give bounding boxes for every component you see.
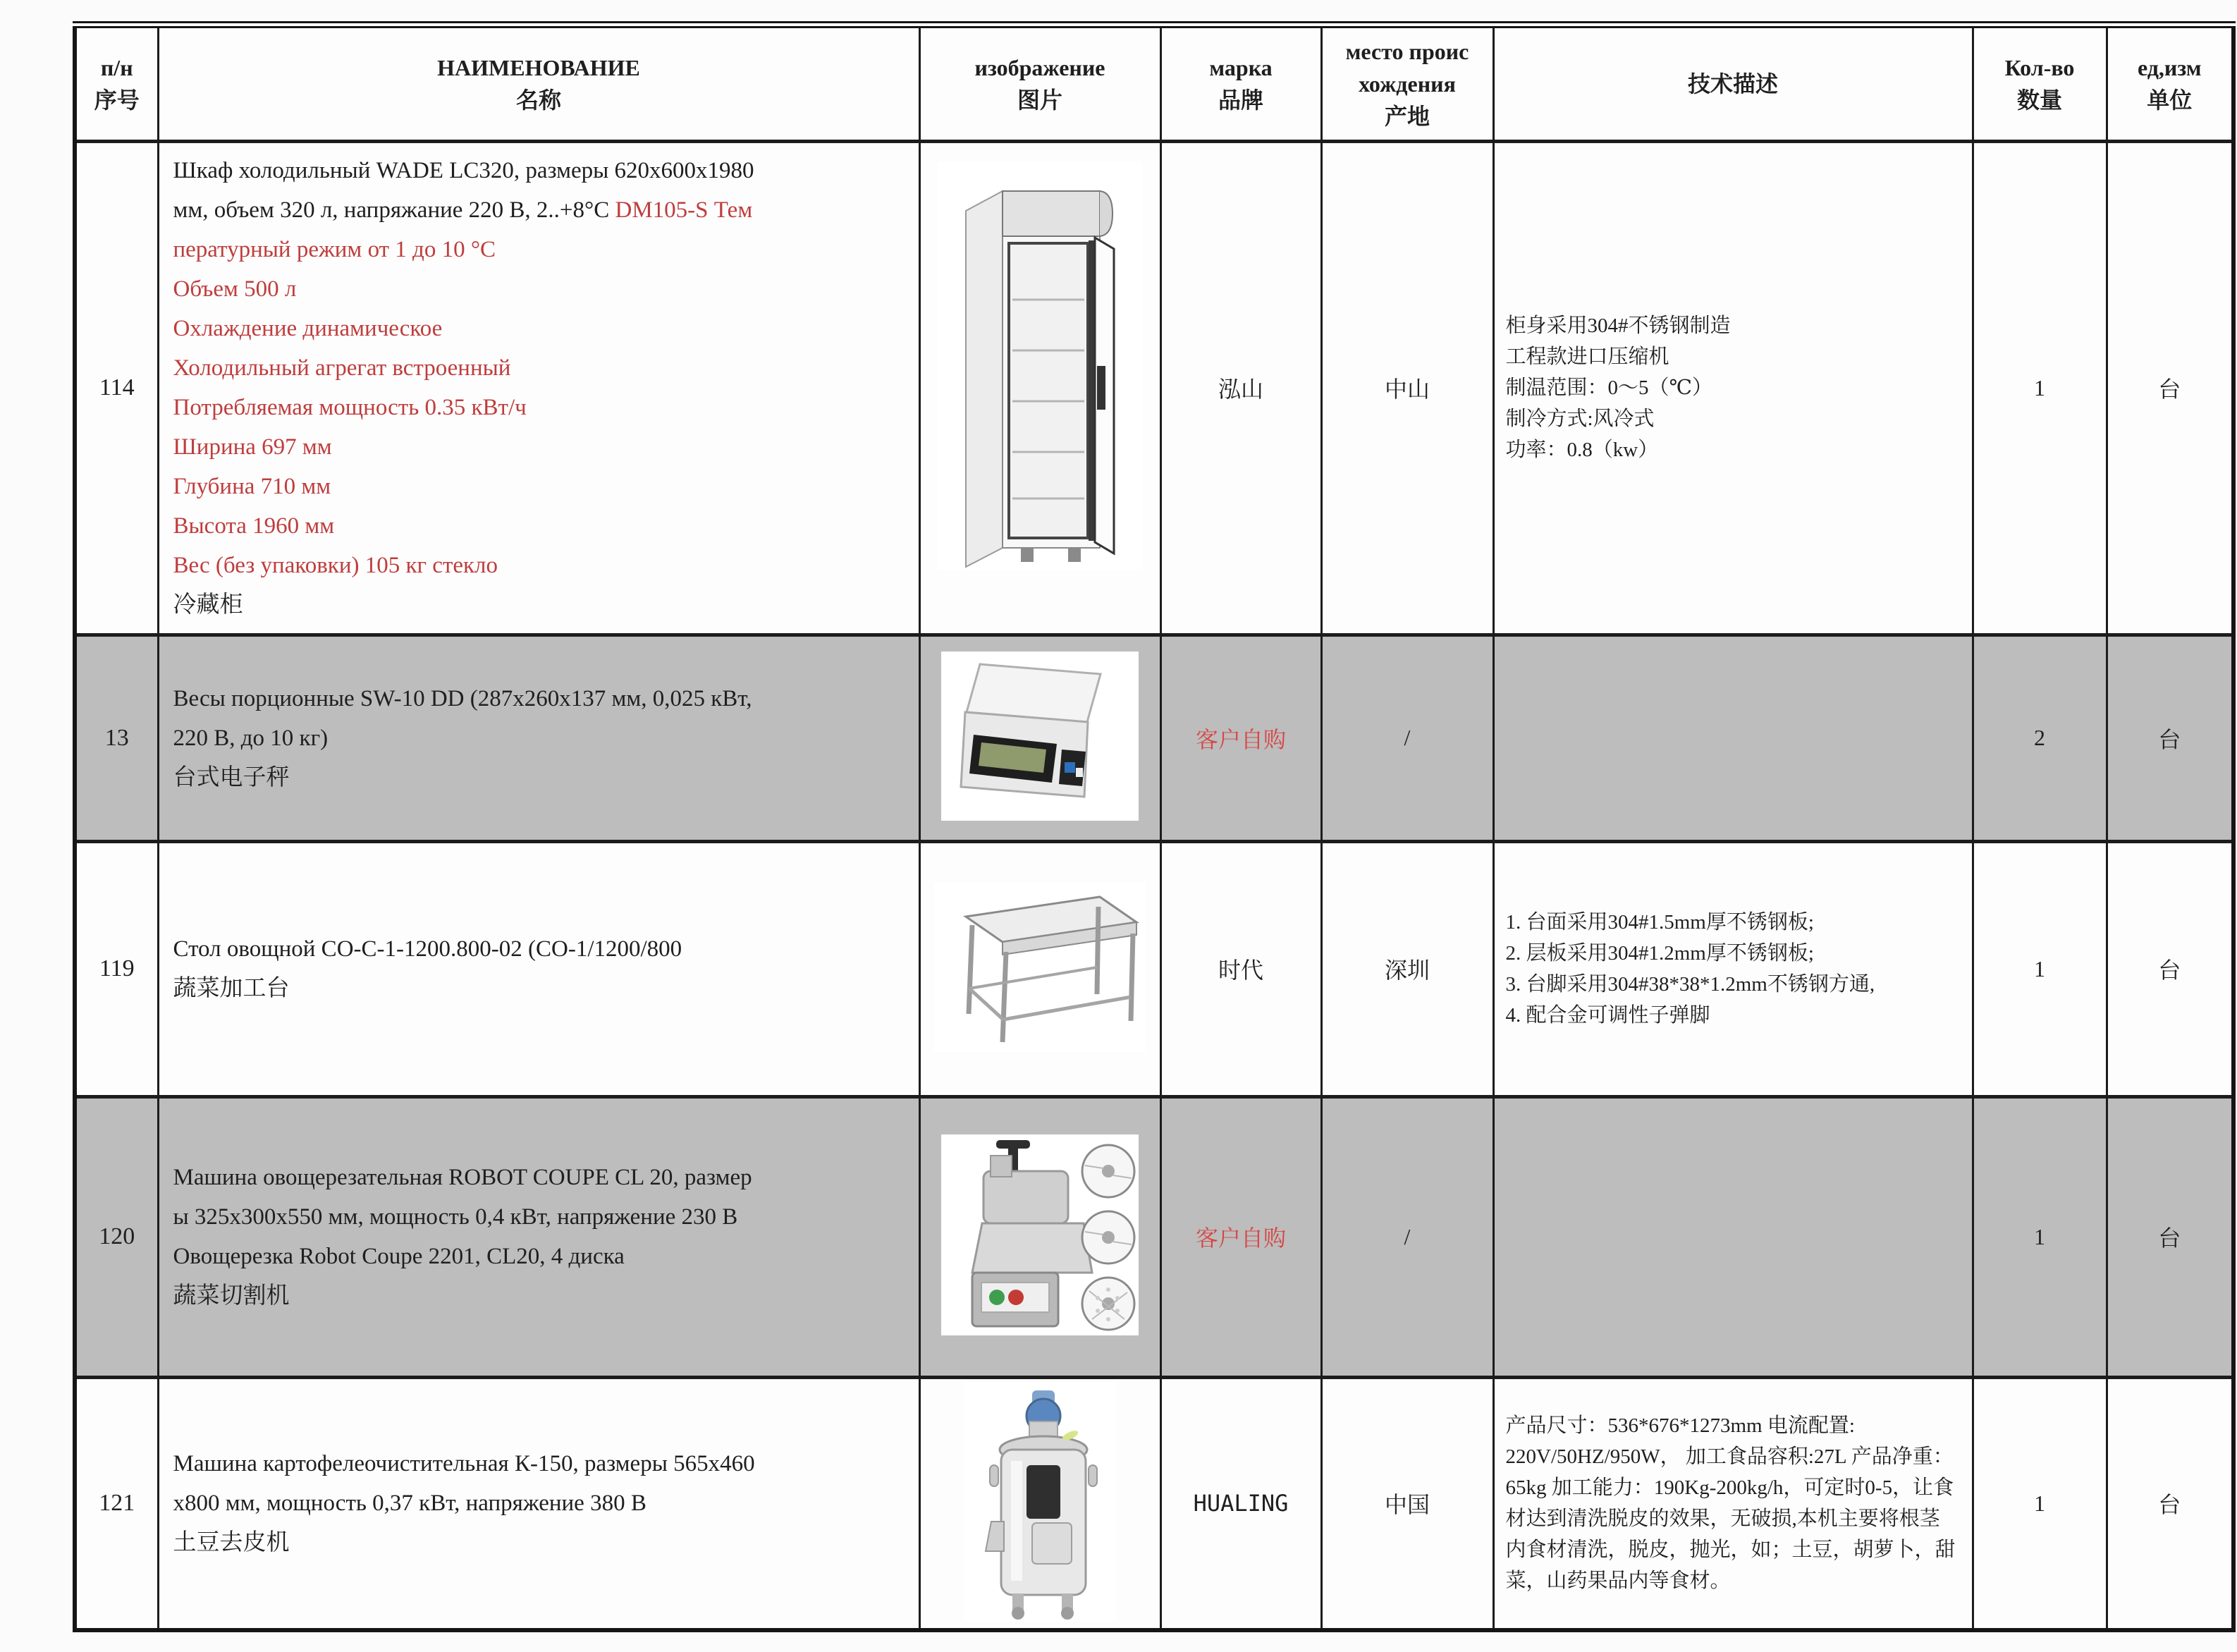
name-line: 台式电子秤	[173, 764, 290, 790]
name-line: х800 мм, мощность 0,37 кВт, напряжение 380 В	[173, 1491, 646, 1516]
name-line: Овощерезка Robot Coupe 2201, CL20, 4 диска	[173, 1244, 625, 1269]
header-qty-zh: 数量	[2016, 87, 2062, 113]
row-13-qty: 2	[1973, 635, 2107, 841]
portion-scale-image	[941, 651, 1139, 821]
table-row-120	[75, 1096, 2233, 1377]
name-line: Ширина 697 мм	[173, 434, 332, 460]
potato-peeler-image	[964, 1382, 1116, 1622]
row-13-unit: 台	[2107, 635, 2233, 841]
row-13-tech-cell	[1493, 635, 1973, 841]
name-line: Машина овощерезательная ROBOT COUPE CL 20, размер	[173, 1165, 752, 1190]
header-name-ru: НАИМЕНОВАНИЕ	[437, 54, 640, 80]
tech-line: 制冷方式:风冷式	[1505, 408, 1655, 430]
header-unit-ru: ед,изм	[2137, 54, 2202, 80]
row-13-origin: /	[1321, 635, 1493, 841]
row-119-origin: 深圳	[1321, 841, 1493, 1096]
tech-paragraph: 产品尺寸：536*676*1273mm 电流配置: 220V/50HZ/950W， 加工食品容积:27L 产品净重：65kg 加工能力：190Kg-200kg/h，可定时0-5，让食材达到清洗脱皮的效果，无破损,本机主要将根茎内食材清洗，脱皮，抛光，如；土豆，胡萝卜，甜菜，山药果品内等食材。	[1505, 1414, 1956, 1592]
header-image-zh: 图片	[1017, 87, 1062, 113]
name-line: Охлаждение динамическое	[173, 316, 443, 341]
tech-line: 功率：0.8（kw）	[1505, 439, 1659, 461]
tech-line: 工程款进口压缩机	[1505, 345, 1669, 368]
row-121-image-cell	[919, 1377, 1160, 1630]
vegetable-cutter-robot-coupe-image	[941, 1134, 1139, 1335]
row-121-number: 121	[75, 1377, 158, 1630]
name-line: Машина картофелеочистительная К-150, размеры 565х460	[173, 1451, 755, 1476]
header-num-ru: п/н	[100, 54, 133, 80]
name-line: 220 В, до 10 кг)	[173, 725, 329, 751]
tech-line: 柜身采用304#不锈钢制造	[1505, 314, 1731, 337]
row-120-image-cell	[919, 1096, 1160, 1377]
row-121-brand: HUALING	[1160, 1377, 1321, 1630]
row-114-tech-cell	[1493, 141, 1973, 635]
row-119-tech-cell	[1493, 841, 1973, 1096]
name-line: Холодильный агрегат встроенный	[173, 355, 511, 381]
header-row	[75, 25, 2233, 141]
glass-door-refrigerator-image	[938, 161, 1142, 570]
name-line: 蔬菜切割机	[173, 1283, 290, 1309]
vegetable-work-table-image	[934, 883, 1146, 1052]
header-name	[158, 25, 919, 141]
row-114-unit: 台	[2107, 141, 2233, 635]
row-119-image-cell	[919, 841, 1160, 1096]
row-120-qty: 1	[1973, 1096, 2107, 1377]
name-line: 蔬菜加工台	[173, 976, 290, 1001]
header-qty	[1973, 25, 2107, 141]
header-image	[919, 25, 1160, 141]
name-line: Высота 1960 мм	[173, 513, 335, 539]
row-114-image-cell	[919, 141, 1160, 635]
table-row-119	[75, 841, 2233, 1096]
table-row-114	[75, 141, 2233, 635]
header-image-ru: изображение	[974, 54, 1105, 80]
name-line: Потребляемая мощность 0.35 кВт/ч	[173, 395, 527, 420]
header-num	[75, 25, 158, 141]
row-114-name-cell	[158, 141, 919, 635]
row-120-origin: /	[1321, 1096, 1493, 1377]
header-tech	[1493, 25, 1973, 141]
row-13-name-cell	[158, 635, 919, 841]
tech-line: 1. 台面采用304#1.5mm厚不锈钢板;	[1505, 911, 1814, 934]
header-origin	[1321, 25, 1493, 141]
row-120-name-cell	[158, 1096, 919, 1377]
name-line: 土豆去皮机	[173, 1530, 290, 1555]
tech-line: 4. 配合金可调性子弹脚	[1505, 1004, 1710, 1027]
tech-line: 制温范围：0～5（℃）	[1505, 377, 1712, 399]
row-121-name-cell	[158, 1377, 919, 1630]
header-unit-zh: 单位	[2147, 87, 2193, 113]
row-120-tech-cell	[1493, 1096, 1973, 1377]
header-unit	[2107, 25, 2233, 141]
name-line	[173, 190, 914, 230]
row-121-origin: 中国	[1321, 1377, 1493, 1630]
name-line: 冷藏柜	[173, 592, 243, 618]
name-line: Стол овощной СО-С-1-1200.800-02 (СО-1/1200/800	[173, 936, 682, 962]
name-line: Объем 500 л	[173, 276, 297, 302]
table-row-13	[75, 635, 2233, 841]
header-origin-ru-2: хождения	[1359, 71, 1456, 97]
name-segment-black: мм, объем 320 л, напряжание 220 В, 2..+8°С	[173, 197, 615, 223]
name-line: Глубина 710 мм	[173, 474, 331, 499]
row-119-unit: 台	[2107, 841, 2233, 1096]
row-120-number: 120	[75, 1096, 158, 1377]
header-origin-ru-1: место проис	[1345, 38, 1469, 64]
header-brand-zh: 品牌	[1218, 87, 1263, 113]
row-119-brand: 时代	[1160, 841, 1321, 1096]
row-120-unit: 台	[2107, 1096, 2233, 1377]
name-line: Весы порционные SW-10 DD (287х260х137 мм, 0,025 кВт,	[173, 685, 752, 711]
row-119-name-cell	[158, 841, 919, 1096]
header-origin-zh: 产地	[1384, 103, 1430, 129]
row-13-image-cell	[919, 635, 1160, 841]
table-row-121	[75, 1377, 2233, 1630]
row-114-origin: 中山	[1321, 141, 1493, 635]
row-119-qty: 1	[1973, 841, 2107, 1096]
tech-line: 2. 层板采用304#1.2mm厚不锈钢板;	[1505, 942, 1814, 965]
row-114-brand: 泓山	[1160, 141, 1321, 635]
row-121-tech-cell	[1493, 1377, 1973, 1630]
row-114-number: 114	[75, 141, 158, 635]
name-line: ы 325х300х550 мм, мощность 0,4 кВт, напряжение 230 В	[173, 1204, 738, 1230]
row-13-number: 13	[75, 635, 158, 841]
row-120-brand: 客户自购	[1160, 1096, 1321, 1377]
header-brand-ru: марка	[1209, 54, 1273, 80]
name-line: пературный режим от 1 до 10 °С	[173, 237, 496, 262]
header-name-zh: 名称	[515, 87, 561, 113]
equipment-table	[73, 21, 2236, 1632]
name-line: Вес (без упаковки) 105 кг стекло	[173, 553, 498, 578]
row-13-brand: 客户自购	[1160, 635, 1321, 841]
row-121-unit: 台	[2107, 1377, 2233, 1630]
name-line: Шкаф холодильный WADE LC320, размеры 620х600х1980	[173, 158, 754, 183]
row-121-qty: 1	[1973, 1377, 2107, 1630]
row-114-qty: 1	[1973, 141, 2107, 635]
row-119-number: 119	[75, 841, 158, 1096]
header-qty-ru: Кол-во	[2004, 54, 2075, 80]
header-tech-zh: 技术描述	[1687, 71, 1778, 97]
header-num-zh: 序号	[94, 87, 140, 113]
header-brand	[1160, 25, 1321, 141]
name-segment-red: DM105-S Тем	[615, 197, 753, 223]
tech-line: 3. 台脚采用304#38*38*1.2mm不锈钢方通,	[1505, 973, 1875, 996]
